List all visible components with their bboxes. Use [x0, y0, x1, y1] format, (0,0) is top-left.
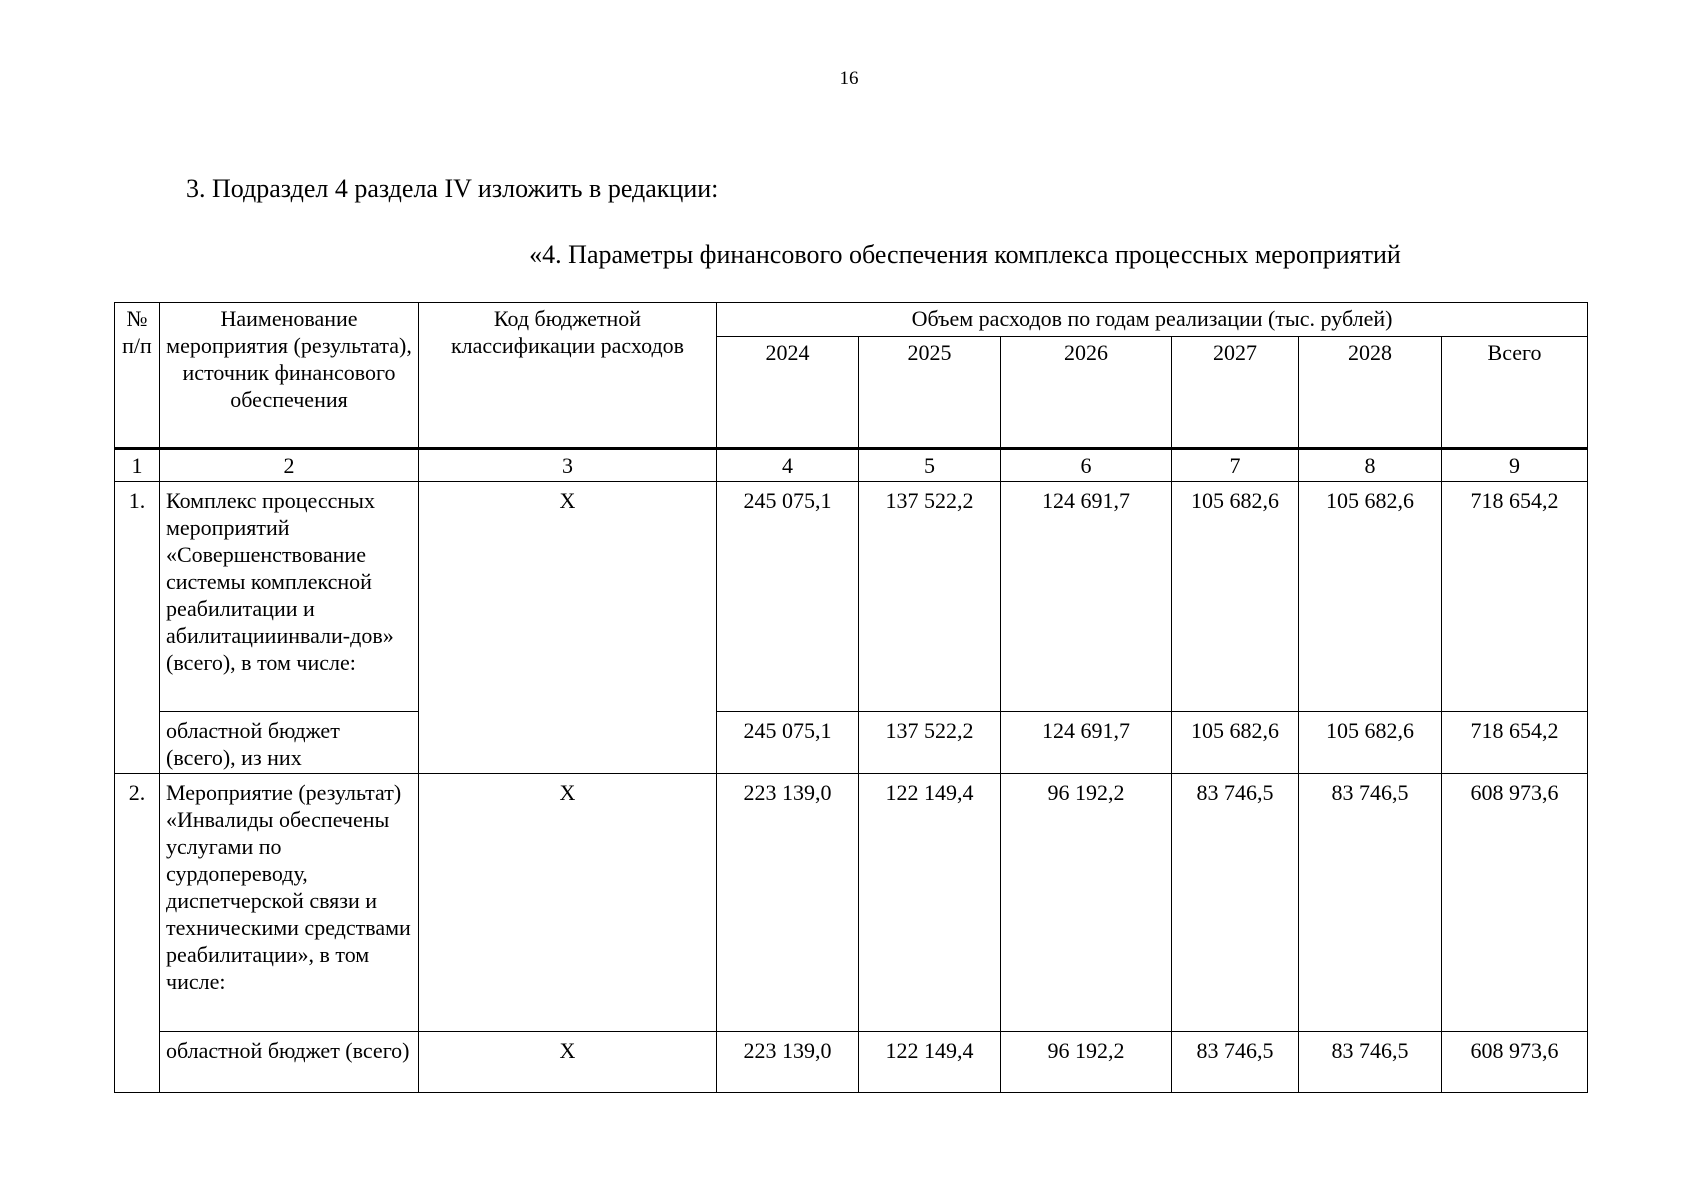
column-index: 5 — [859, 449, 1001, 482]
row-code: X — [419, 774, 717, 1032]
column-index: 1 — [115, 449, 160, 482]
subrow-name: областной бюджет (всего) — [160, 1032, 419, 1093]
row-total: 718 654,2 — [1442, 482, 1588, 712]
row-value: 83 746,5 — [1299, 774, 1442, 1032]
header-year: 2024 — [717, 337, 859, 449]
header-year: 2027 — [1172, 337, 1299, 449]
section-heading: 3. Подраздел 4 раздела IV изложить в редакции: — [186, 174, 719, 203]
table-title: «4. Параметры финансового обеспечения комплекса процессных мероприятий — [529, 240, 1401, 269]
row-value: 124 691,7 — [1001, 482, 1172, 712]
page-number: 16 — [839, 68, 859, 89]
row-name: Мероприятие (результат) «Инвалиды обеспечены услугами по сурдопереводу, диспетчерской связи и техническими средствами реабилитации», в том числе: — [160, 774, 419, 1032]
row-value: 105 682,6 — [1172, 482, 1299, 712]
subrow-name: областной бюджет (всего), из них — [160, 712, 419, 774]
column-index: 2 — [160, 449, 419, 482]
column-index-row — [115, 449, 1588, 482]
column-index: 6 — [1001, 449, 1172, 482]
table-subrow — [115, 712, 1588, 774]
subrow-value: 96 192,2 — [1001, 1032, 1172, 1093]
subrow-value: 83 746,5 — [1172, 1032, 1299, 1093]
column-index: 4 — [717, 449, 859, 482]
subrow-value: 124 691,7 — [1001, 712, 1172, 774]
subrow-total: 608 973,6 — [1442, 1032, 1588, 1093]
row-total: 608 973,6 — [1442, 774, 1588, 1032]
header-num: № п/п — [115, 303, 160, 449]
row-value: 137 522,2 — [859, 482, 1001, 712]
header-year: 2028 — [1299, 337, 1442, 449]
table-row — [115, 774, 1588, 1032]
row-value: 105 682,6 — [1299, 482, 1442, 712]
column-index: 3 — [419, 449, 717, 482]
subrow-value: 83 746,5 — [1299, 1032, 1442, 1093]
row-number: 2. — [115, 774, 160, 1093]
header-name: Наименование мероприятия (результата), источник финансового обеспечения — [160, 303, 419, 449]
subrow-value: 245 075,1 — [717, 712, 859, 774]
header-code: Код бюджетной классификации расходов — [419, 303, 717, 449]
row-value: 223 139,0 — [717, 774, 859, 1032]
subrow-total: 718 654,2 — [1442, 712, 1588, 774]
table-row — [115, 482, 1588, 712]
subrow-code: X — [419, 1032, 717, 1093]
header-volume: Объем расходов по годам реализации (тыс. рублей) — [717, 303, 1588, 337]
subrow-value: 122 149,4 — [859, 1032, 1001, 1093]
column-index: 8 — [1299, 449, 1442, 482]
column-index: 7 — [1172, 449, 1299, 482]
row-value: 122 149,4 — [859, 774, 1001, 1032]
row-name: Комплекс процессных мероприятий «Совершенствование системы комплексной реабилитации и абилитацииинвали-дов» (всего), в том числе: — [160, 482, 419, 712]
header-row — [115, 303, 1588, 337]
header-year: 2025 — [859, 337, 1001, 449]
row-value: 245 075,1 — [717, 482, 859, 712]
column-index: 9 — [1442, 449, 1588, 482]
header-total: Всего — [1442, 337, 1588, 449]
row-code: X — [419, 482, 717, 774]
subrow-value: 105 682,6 — [1172, 712, 1299, 774]
subrow-value: 223 139,0 — [717, 1032, 859, 1093]
subrow-value: 105 682,6 — [1299, 712, 1442, 774]
table-subrow — [115, 1032, 1588, 1093]
financing-table — [114, 302, 1588, 1093]
row-value: 96 192,2 — [1001, 774, 1172, 1032]
header-year: 2026 — [1001, 337, 1172, 449]
subrow-value: 137 522,2 — [859, 712, 1001, 774]
row-value: 83 746,5 — [1172, 774, 1299, 1032]
row-number: 1. — [115, 482, 160, 774]
